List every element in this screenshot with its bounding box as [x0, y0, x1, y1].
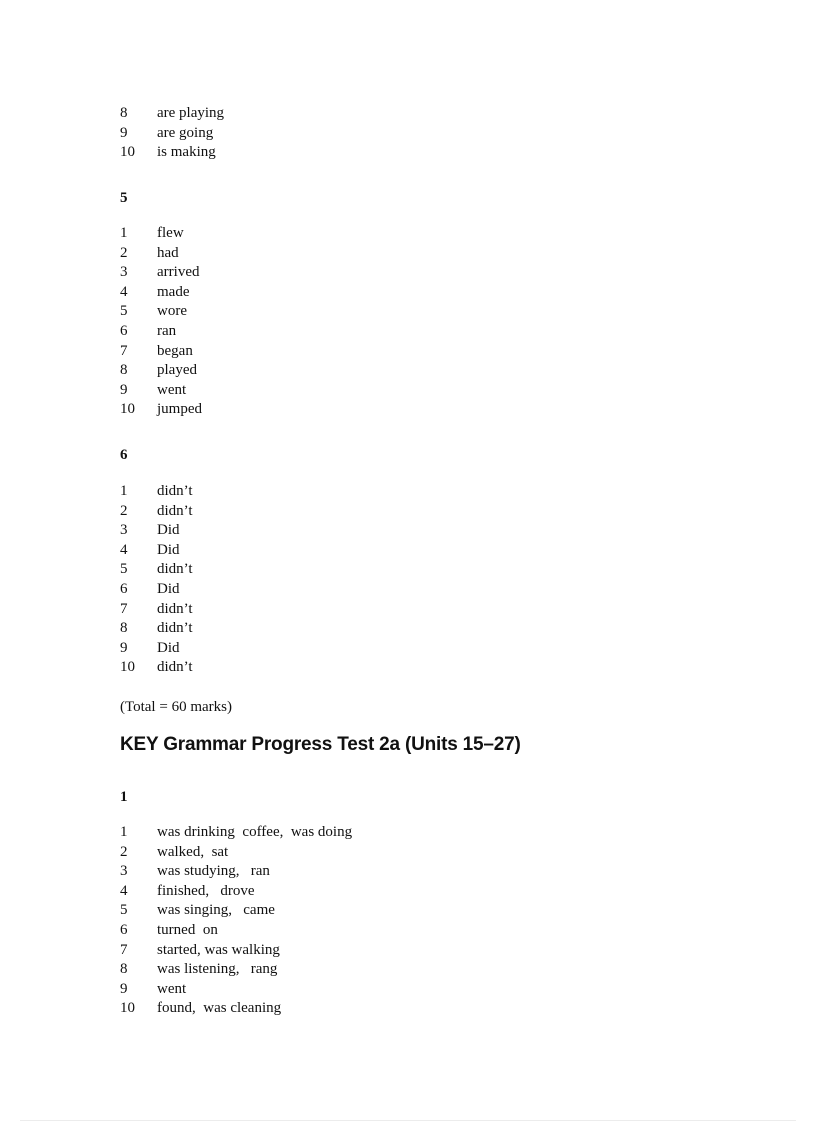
list-item	[120, 244, 202, 264]
item-number: 7	[120, 342, 128, 359]
item-answer: was studying, ran	[157, 863, 270, 880]
item-number: 3	[120, 264, 128, 281]
item-answer: wore	[157, 303, 187, 320]
list-item	[120, 224, 202, 244]
list-item	[120, 521, 193, 541]
item-number: 5	[120, 561, 128, 578]
item-answer: was singing, came	[157, 902, 275, 919]
item-number: 6	[120, 921, 128, 938]
section-heading-6: 6	[120, 447, 128, 463]
list-item	[120, 322, 202, 342]
item-number: 3	[120, 522, 128, 539]
list-item	[120, 124, 224, 144]
list-item	[120, 560, 193, 580]
list-item	[120, 381, 202, 401]
item-answer: was drinking coffee, was doing	[157, 824, 353, 840]
item-answer: made	[157, 283, 190, 300]
item-number: 9	[120, 124, 128, 141]
page-bottom-divider	[20, 1120, 796, 1121]
item-number: 1	[120, 483, 128, 499]
item-number: 2	[120, 244, 128, 261]
item-answer: are playing	[157, 105, 225, 121]
list-item	[120, 541, 193, 561]
item-answer: didn’t	[157, 600, 193, 617]
list-item	[120, 882, 352, 902]
list-item	[120, 600, 193, 620]
list-item	[120, 502, 193, 522]
item-number: 10	[120, 659, 135, 676]
item-answer: didn’t	[157, 502, 193, 519]
list-item	[120, 823, 352, 843]
list-item	[120, 941, 352, 961]
list-item	[120, 960, 352, 980]
item-number: 1	[120, 824, 128, 840]
list-item	[120, 619, 193, 639]
item-answer: didn’t	[157, 483, 193, 499]
answer-list-continued	[120, 104, 224, 163]
item-answer: started, was walking	[157, 941, 280, 958]
item-number: 4	[120, 882, 128, 899]
total-marks: (Total = 60 marks)	[120, 699, 232, 715]
answer-list-section-5	[120, 224, 202, 420]
list-item	[120, 361, 202, 381]
item-number: 8	[120, 105, 128, 121]
item-answer: began	[157, 342, 193, 359]
item-answer: didn’t	[157, 561, 193, 578]
answer-list-section-6	[120, 482, 193, 678]
item-number: 5	[120, 902, 128, 919]
list-item	[120, 263, 202, 283]
item-answer: Did	[157, 639, 180, 656]
item-number: 4	[120, 541, 128, 558]
list-item	[120, 104, 224, 124]
section-heading-1: 1	[120, 789, 128, 805]
list-item	[120, 400, 202, 420]
list-item	[120, 921, 352, 941]
item-answer: arrived	[157, 264, 200, 281]
list-item	[120, 980, 352, 1000]
item-number: 9	[120, 381, 128, 398]
item-answer: was listening, rang	[157, 961, 278, 978]
item-answer: is making	[157, 144, 216, 161]
answer-list-section-1	[120, 823, 352, 1019]
item-number: 6	[120, 580, 128, 597]
list-item	[120, 999, 352, 1019]
list-item	[120, 658, 193, 678]
item-number: 9	[120, 639, 128, 656]
item-answer: flew	[157, 225, 184, 241]
list-item	[120, 580, 193, 600]
item-number: 4	[120, 283, 128, 300]
list-item	[120, 143, 224, 163]
list-item	[120, 639, 193, 659]
item-answer: didn’t	[157, 620, 193, 637]
item-answer: Did	[157, 541, 180, 558]
item-answer: jumped	[157, 401, 202, 418]
item-number: 8	[120, 362, 128, 379]
item-answer: Did	[157, 580, 180, 597]
list-item	[120, 302, 202, 322]
item-answer: Did	[157, 522, 180, 539]
item-answer: didn’t	[157, 659, 193, 676]
item-number: 10	[120, 1000, 135, 1017]
item-answer: played	[157, 362, 197, 379]
item-number: 3	[120, 863, 128, 880]
section-heading-5: 5	[120, 190, 128, 206]
item-answer: went	[157, 381, 187, 398]
item-number: 2	[120, 843, 128, 860]
item-number: 9	[120, 980, 128, 997]
item-answer: went	[157, 980, 187, 997]
item-answer: are going	[157, 124, 214, 141]
list-item	[120, 342, 202, 362]
item-number: 6	[120, 322, 128, 339]
item-number: 2	[120, 502, 128, 519]
item-number: 5	[120, 303, 128, 320]
list-item	[120, 283, 202, 303]
page-title: KEY Grammar Progress Test 2a (Units 15–27)	[120, 734, 521, 755]
item-answer: ran	[157, 322, 177, 339]
item-number: 8	[120, 961, 128, 978]
item-answer: turned on	[157, 921, 218, 938]
list-item	[120, 901, 352, 921]
item-number: 7	[120, 600, 128, 617]
list-item	[120, 843, 352, 863]
item-number: 8	[120, 620, 128, 637]
item-answer: finished, drove	[157, 882, 255, 899]
item-number: 7	[120, 941, 128, 958]
item-answer: had	[157, 244, 179, 261]
item-number: 10	[120, 144, 135, 161]
item-answer: walked, sat	[157, 843, 229, 860]
list-item	[120, 482, 193, 502]
item-number: 10	[120, 401, 135, 418]
list-item	[120, 862, 352, 882]
item-number: 1	[120, 225, 128, 241]
item-answer: found, was cleaning	[157, 1000, 282, 1017]
